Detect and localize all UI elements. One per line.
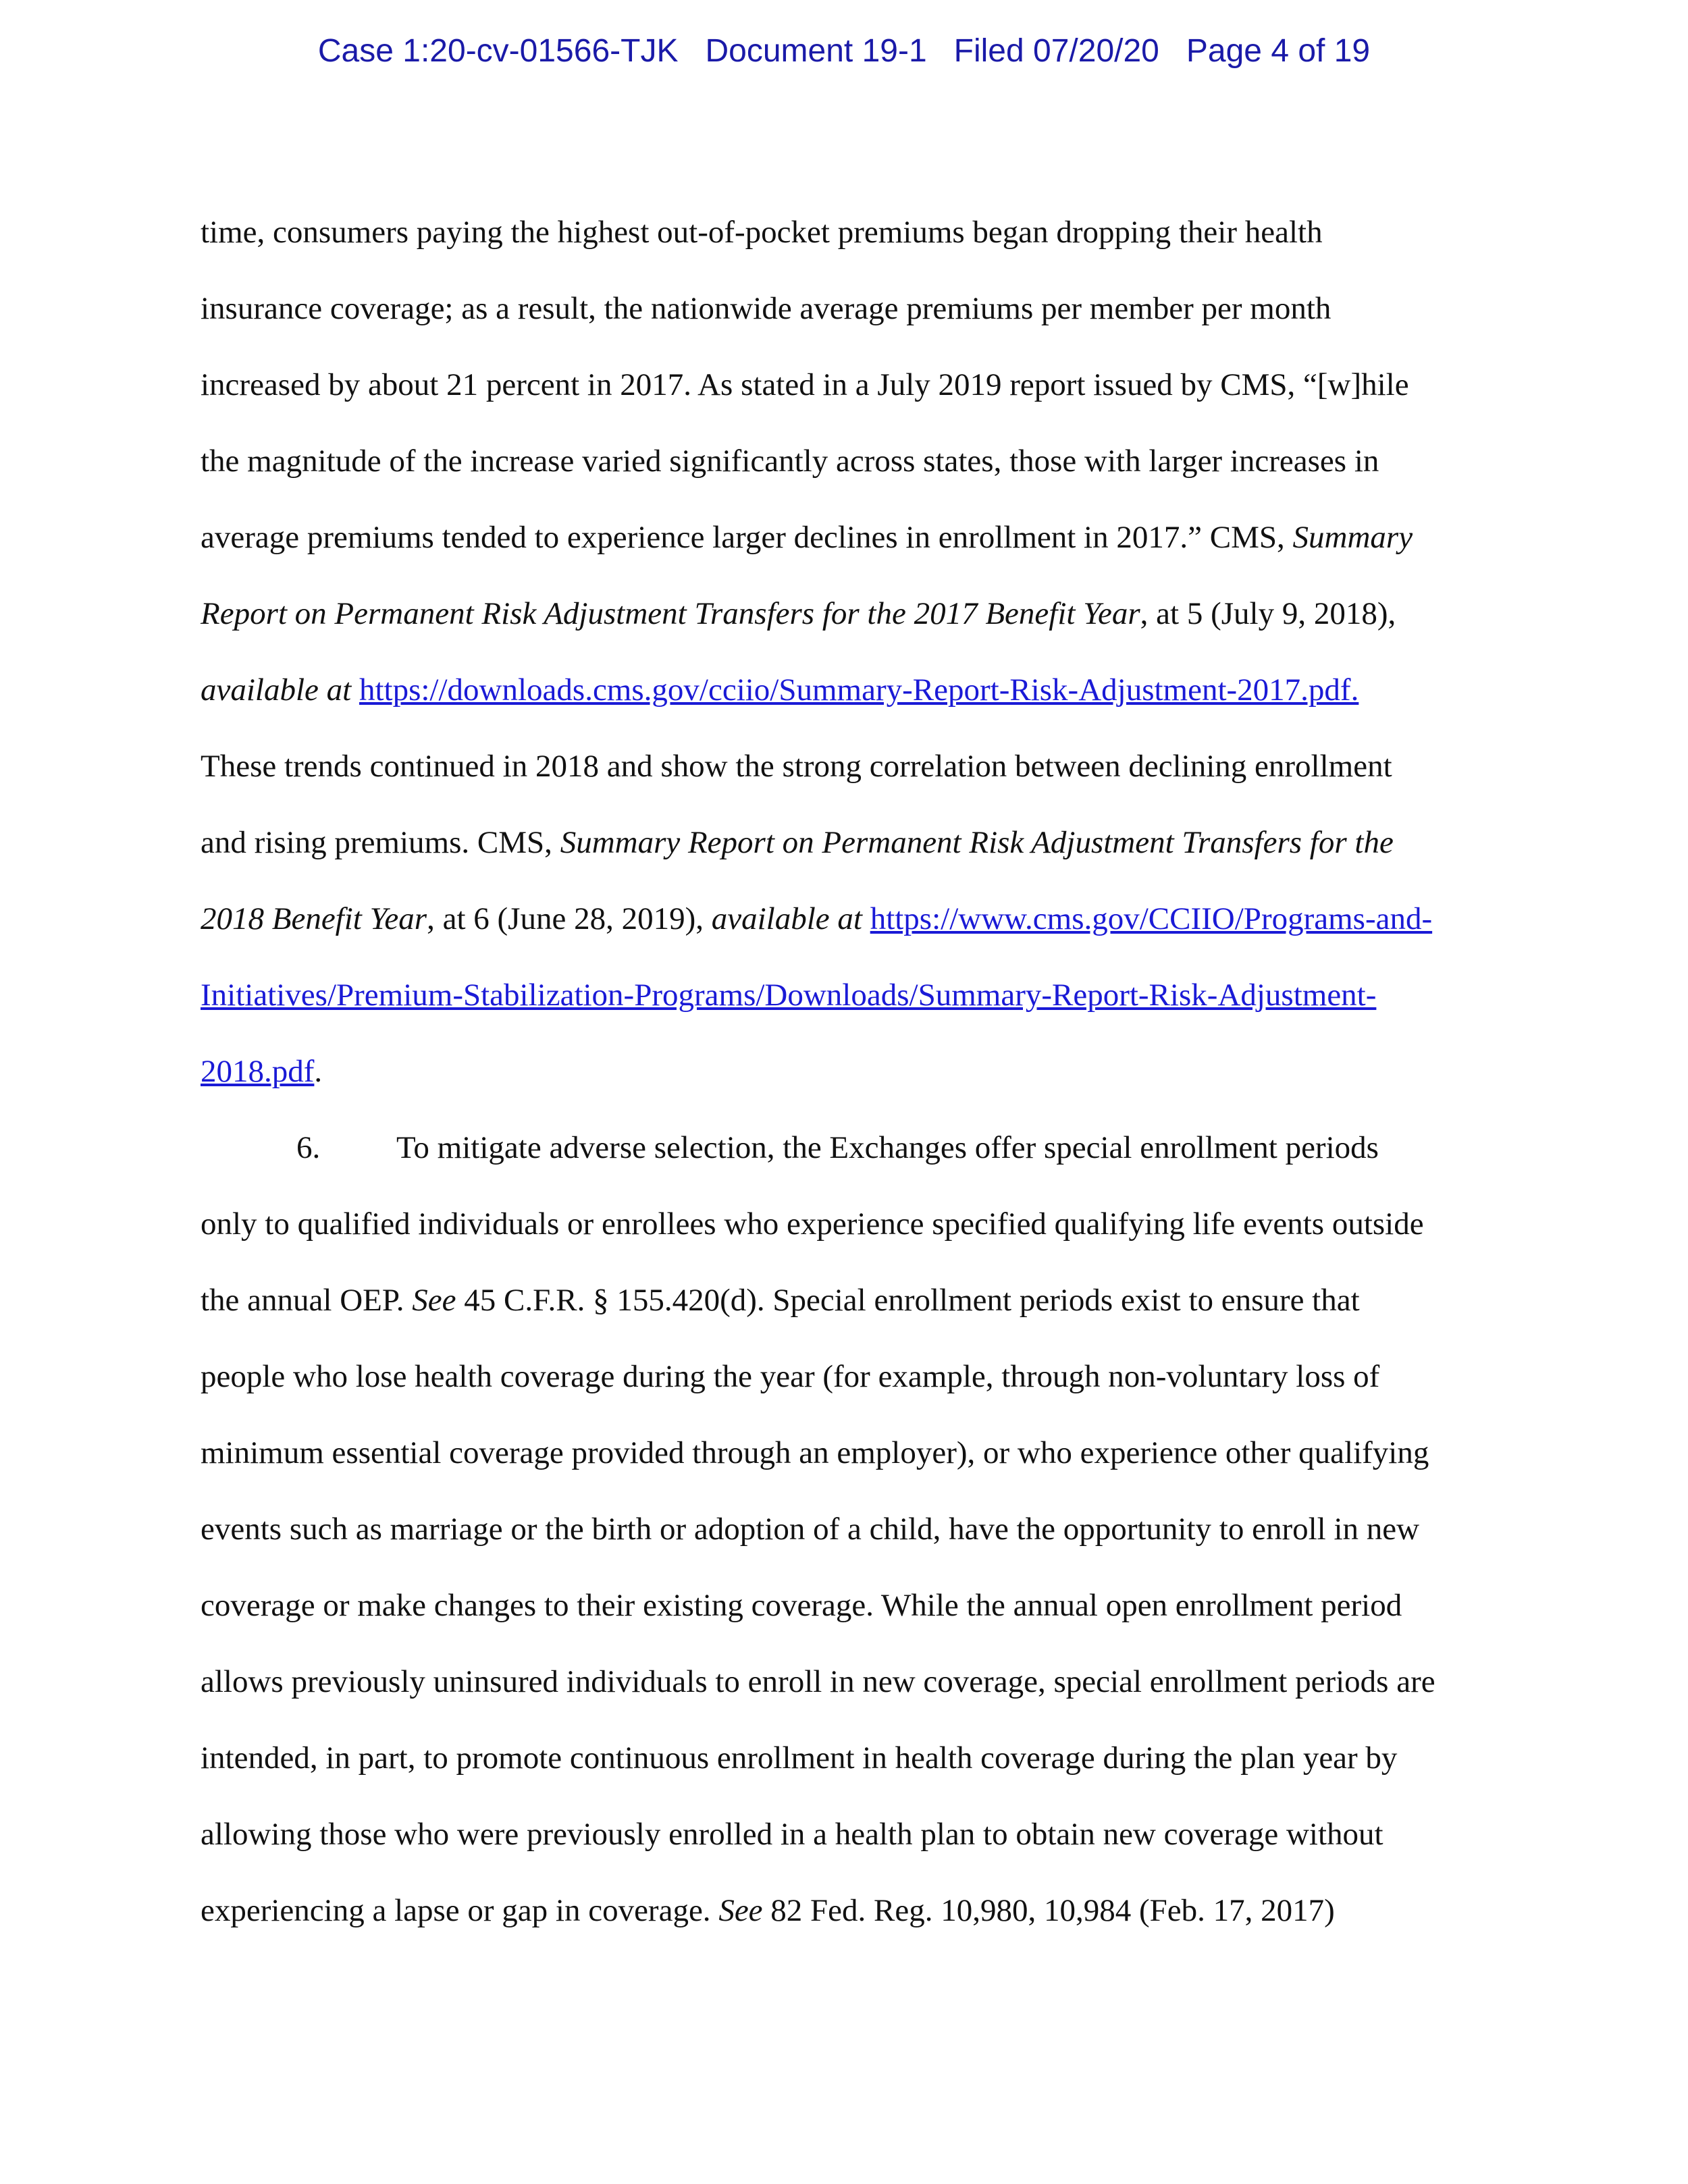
text-line <box>201 1415 1504 1491</box>
text-span: insurance coverage; as a result, the nationwide average premiums per member per month <box>201 291 1331 326</box>
link-cms-2018-report[interactable]: Initiatives/Premium-Stabilization-Programs/Downloads/Summary-Report-Risk-Adjustment- <box>201 978 1377 1013</box>
text-line <box>201 1720 1504 1796</box>
text-span: allows previously uninsured individuals to enroll in new coverage, special enrollment periods are <box>201 1664 1435 1699</box>
text-line <box>201 805 1504 881</box>
text-span: average premiums tended to experience larger declines in enrollment in 2017.” CMS, <box>201 520 1293 555</box>
text-line <box>201 1186 1504 1262</box>
text-span: 45 C.F.R. § 155.420(d). Special enrollment periods exist to ensure that <box>456 1283 1360 1318</box>
text-line <box>201 500 1504 576</box>
text-span: minimum essential coverage provided through an employer), or who experience other qualifying <box>201 1435 1429 1470</box>
text-line <box>201 728 1504 805</box>
text-span: time, consumers paying the highest out-of-pocket premiums began dropping their health <box>201 215 1323 250</box>
text-line <box>201 1644 1504 1720</box>
paragraph-number: 6. <box>296 1130 321 1165</box>
text-span: experiencing a lapse or gap in coverage. <box>201 1893 719 1928</box>
text-line <box>201 652 1504 728</box>
text-line <box>201 1262 1504 1339</box>
text-span: events such as marriage or the birth or adoption of a child, have the opportunity to enroll in new <box>201 1512 1420 1547</box>
text-span <box>862 901 870 936</box>
text-span: intended, in part, to promote continuous enrollment in health coverage during the plan year by <box>201 1740 1398 1776</box>
text-line <box>201 1873 1504 1949</box>
citation-signal: available at <box>201 672 352 708</box>
text-line <box>201 881 1504 957</box>
case-number: Case 1:20-cv-01566-TJK <box>317 33 679 69</box>
text-span: only to qualified individuals or enrollees who experience specified qualifying life events outside <box>201 1206 1424 1242</box>
text-line <box>201 347 1504 423</box>
citation-title: Summary Report on Permanent Risk Adjustment Transfers for the <box>560 825 1394 860</box>
page-number: Page 4 of 19 <box>1186 33 1371 69</box>
text-span <box>351 672 359 708</box>
text-line <box>201 194 1504 271</box>
text-span: increased by about 21 percent in 2017. As stated in a July 2019 report issued by CMS, “[w]hile <box>201 367 1409 402</box>
text-span: the annual OEP. <box>201 1283 413 1318</box>
text-span: 82 Fed. Reg. 10,980, 10,984 (Feb. 17, 2017) <box>762 1893 1335 1928</box>
citation-signal: See <box>718 1893 763 1928</box>
text-line <box>201 1110 1504 1186</box>
link-cms-2017-report[interactable]: https://downloads.cms.gov/cciio/Summary-Report-Risk-Adjustment-2017.pdf. <box>359 672 1359 708</box>
text-span: , at 6 (June 28, 2019), <box>427 901 712 936</box>
text-span: . <box>314 1054 323 1089</box>
text-span: , at 5 (July 9, 2018), <box>1140 596 1396 631</box>
text-span: the magnitude of the increase varied significantly across states, those with larger increases in <box>201 444 1379 479</box>
text-span: coverage or make changes to their existing coverage. While the annual open enrollment period <box>201 1588 1402 1623</box>
text-line <box>201 423 1504 500</box>
link-cms-2018-report[interactable]: 2018.pdf <box>201 1054 315 1089</box>
citation-title: Summary <box>1292 520 1413 555</box>
text-line <box>201 576 1504 652</box>
text-line <box>201 957 1504 1034</box>
citation-title: Report on Permanent Risk Adjustment Transfers for the 2017 Benefit Year <box>201 596 1140 631</box>
text-line <box>201 1568 1504 1644</box>
document-header <box>0 28 1688 74</box>
document-body <box>201 194 1504 1949</box>
text-line <box>201 1339 1504 1415</box>
text-line <box>201 1796 1504 1873</box>
text-span: To mitigate adverse selection, the Exchanges offer special enrollment periods <box>396 1130 1379 1165</box>
text-line <box>201 1034 1504 1110</box>
text-span: and rising premiums. CMS, <box>201 825 560 860</box>
link-cms-2018-report[interactable]: https://www.cms.gov/CCIIO/Programs-and- <box>870 901 1433 936</box>
citation-signal: available at <box>711 901 862 936</box>
filed-date: Filed 07/20/20 <box>953 33 1159 69</box>
citation-title: 2018 Benefit Year <box>201 901 427 936</box>
text-span: These trends continued in 2018 and show the strong correlation between declining enrollment <box>201 749 1392 784</box>
text-line <box>201 1491 1504 1568</box>
text-line <box>201 271 1504 347</box>
citation-signal: See <box>412 1283 456 1318</box>
document-number: Document 19-1 <box>705 33 927 69</box>
text-span: allowing those who were previously enrolled in a health plan to obtain new coverage without <box>201 1817 1383 1852</box>
text-span: people who lose health coverage during the year (for example, through non-voluntary loss of <box>201 1359 1380 1394</box>
